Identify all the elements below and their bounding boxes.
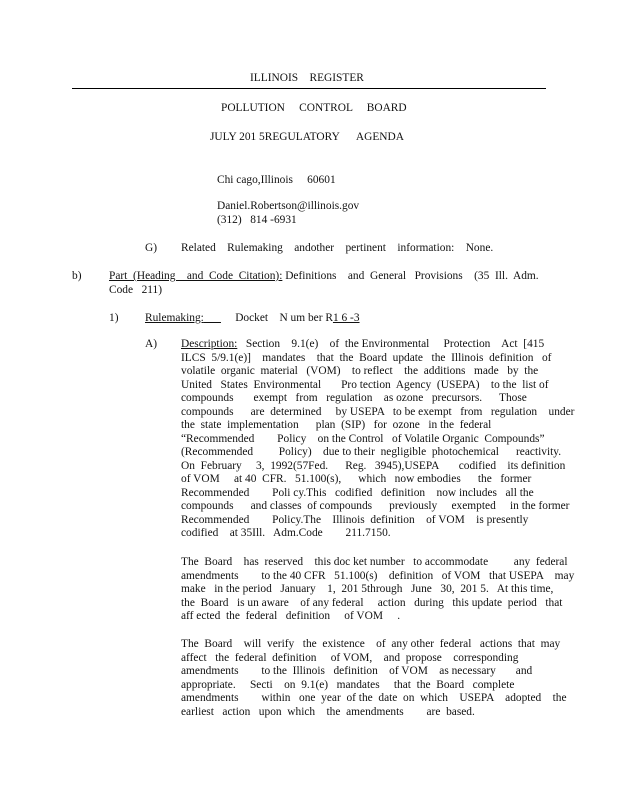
verify-paragraph — [181, 638, 567, 719]
item-a-label: A) — [145, 338, 158, 350]
reserved-line: amendments to the 40 CFR 51.100(s) definition of VOM that USEPA may — [181, 569, 575, 582]
verify-line: affect the federal definition of VOM, and propose corresponding — [181, 651, 519, 664]
desc-line: compounds are determined by USEPA to be exempt from regulation under — [181, 405, 575, 418]
verify-line: amendments to the Illinois definition of VOM as necessary and — [181, 665, 533, 677]
contact-phone: (312) 814 -6931 — [217, 214, 297, 226]
contact-city: Chi cago,Illinois 60601 — [217, 174, 336, 186]
reserved-paragraph — [181, 556, 575, 624]
contact-email: Daniel.Robertson@illinois.gov — [217, 200, 360, 212]
rulemaking-docket-pre: Docket N um ber R — [220, 312, 333, 324]
item-b-line2: Code 211) — [109, 284, 163, 296]
desc-line: On February 3, 1992(57Fed. Reg. 3945),USEPA codified its definition — [181, 459, 566, 472]
desc-line: Recommended Policy.The Illinois definition of VOM is presently — [181, 513, 529, 526]
board-title: POLLUTION CONTROL BOARD — [221, 102, 407, 114]
register-title: ILLINOIS REGISTER — [250, 72, 364, 84]
desc-line: ILCS 5/9.1(e)] mandates that the Board update the Illinois definition of — [181, 351, 552, 364]
description-paragraph — [181, 338, 575, 541]
desc-line-0 — [181, 338, 545, 352]
item-g-text: Related Rulemaking andother pertinent information: None. — [181, 242, 494, 254]
item-b-heading — [109, 270, 539, 284]
verify-line: appropriate. Secti on 9.1(e) mandates that the Board complete — [181, 678, 515, 691]
desc-line: United States Environmental Pro tection Agency (USEPA) to the list of — [181, 378, 549, 391]
description-label: Description: — [181, 338, 238, 350]
rulemaking-gap — [204, 312, 221, 324]
desc-line: volatile organic material (VOM) to reflect the additions made by the — [181, 365, 539, 377]
reserved-line: the Board is un aware of any federal action during this update period that — [181, 596, 563, 609]
desc-line: compounds exempt from regulation as ozone precursors. Those — [181, 392, 527, 404]
item-b-label: b) — [72, 270, 82, 282]
desc-line: “Recommended Policy on the Control of Volatile Organic Compounds” — [181, 432, 545, 445]
desc-line: of VOM at 40 CFR. 51.100(s), which now embodies the former — [181, 473, 532, 485]
docket-number: 1 6 -3 — [332, 312, 360, 324]
desc-line: the state implementation plan (SIP) for ozone in the federal — [181, 419, 492, 431]
reserved-line: The Board has reserved this doc ket number to accommodate any federal — [181, 556, 568, 568]
item-1-label: 1) — [109, 312, 119, 324]
desc-line-0-text: Section 9.1(e) of the Environmental Protection Act [415 — [237, 338, 545, 350]
verify-line: earliest action upon which the amendments are based. — [181, 705, 475, 718]
item-b-heading-rest: Definitions and General Provisions (35 Ill. Adm. — [282, 270, 539, 282]
reserved-line: aff ected the federal definition of VOM . — [181, 610, 401, 622]
item-g-label: G) — [145, 242, 158, 254]
agenda-title: JULY 201 5REGULATORY AGENDA — [210, 131, 404, 143]
rulemaking-label: Rulemaking: — [145, 312, 204, 324]
header-rule — [72, 88, 546, 89]
desc-line: Recommended Poli cy.This codified definition now includes all the — [181, 486, 534, 499]
verify-line: amendments within one year of the date on which USEPA adopted the — [181, 692, 567, 704]
verify-line: The Board will verify the existence of any other federal actions that may — [181, 638, 561, 650]
desc-line: codified at 35Ill. Adm.Code 211.7150. — [181, 527, 391, 539]
item-b-heading-underlined: Part (Heading and Code Citation): — [109, 270, 283, 282]
reserved-line: make in the period January 1, 201 5through June 30, 201 5. At this time, — [181, 583, 554, 595]
desc-line: (Recommended Policy) due to their negligible photochemical reactivity. — [181, 446, 562, 458]
desc-line: compounds and classes of compounds previously exempted in the former — [181, 500, 570, 512]
rulemaking-line — [145, 312, 360, 326]
